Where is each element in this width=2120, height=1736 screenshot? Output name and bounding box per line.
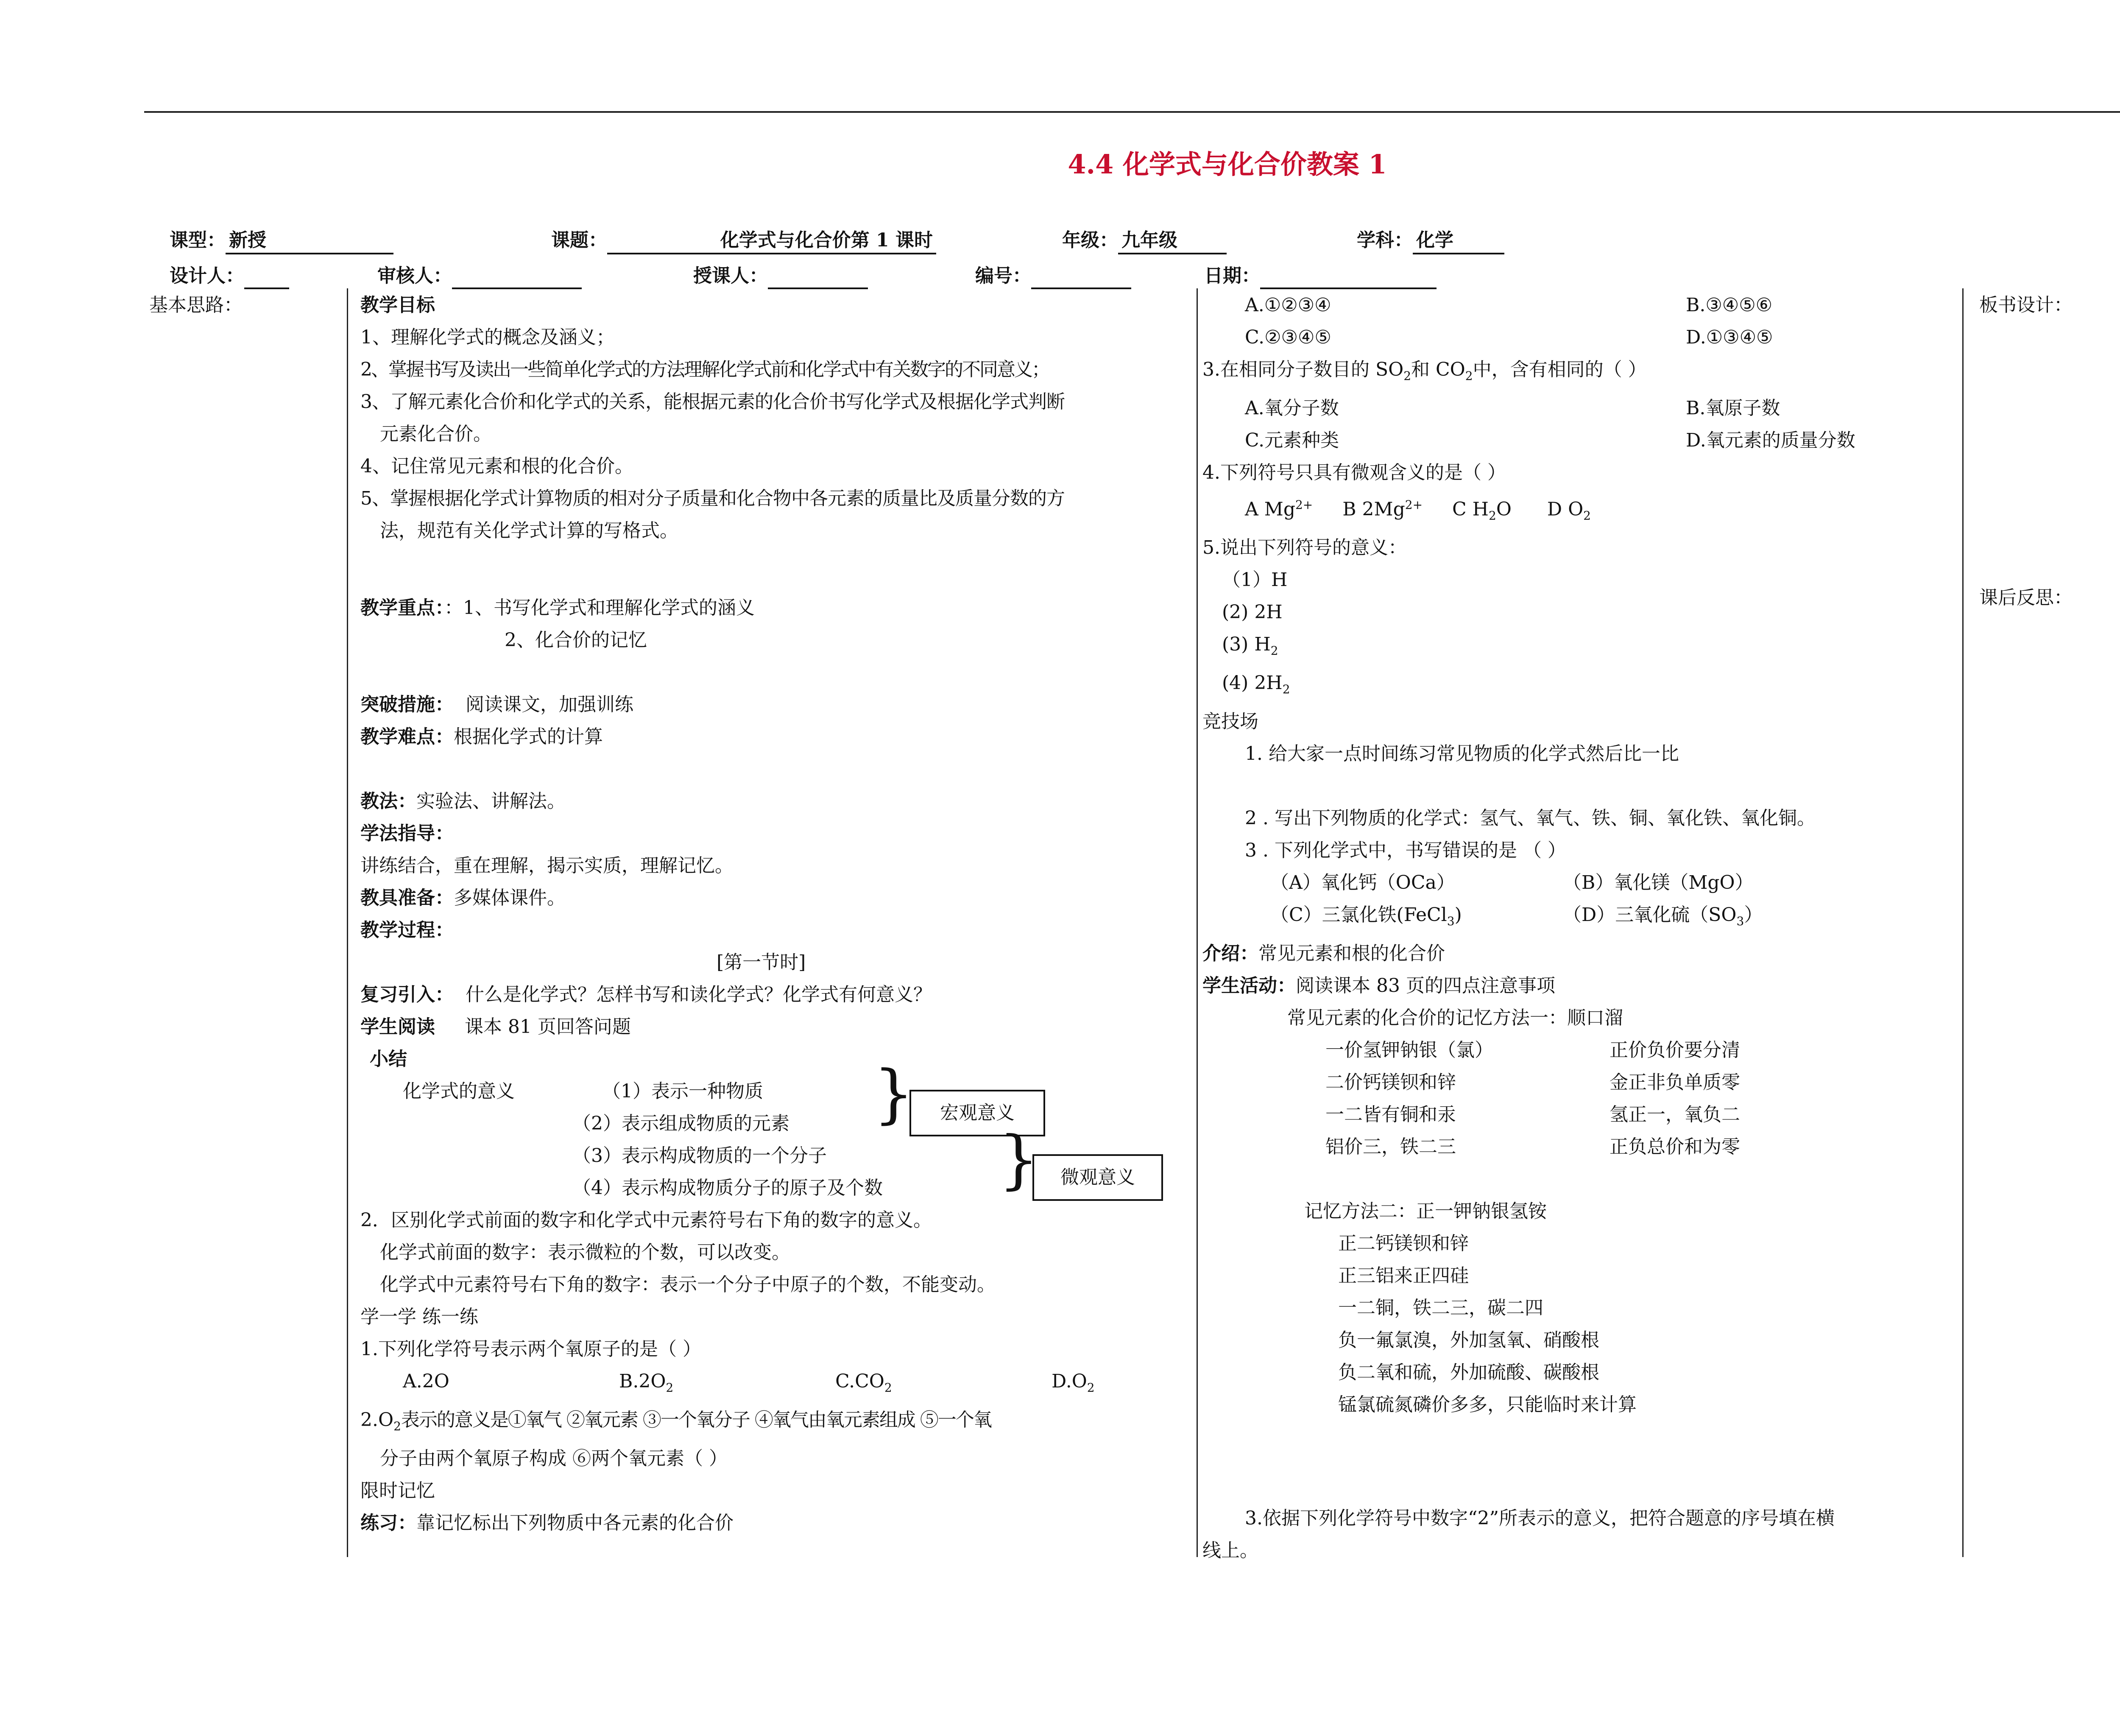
c3-option-d-sub: 3: [1736, 914, 1744, 928]
options-row-cd: [1202, 321, 1957, 354]
q3-option-b: B.氧原子数: [1686, 397, 1780, 419]
q5-item-1: （1）H: [1222, 569, 1288, 591]
q4-option-c-sub: 2: [1489, 508, 1496, 523]
last-question-b: 线上。: [1202, 1539, 1258, 1561]
meaning-row-1: [360, 1075, 1191, 1108]
goal-5b: 法，规范有关化学式计算的写格式。: [380, 520, 678, 541]
q4-option-c: C H: [1452, 498, 1489, 520]
review-text: 什么是化学式？怎样书写和读化学式？化学式有何意义？: [465, 984, 932, 1005]
goal-3b: 元素化合价。: [380, 423, 492, 445]
question-3: [1202, 354, 1957, 392]
designer-label: 设计人：: [170, 265, 244, 287]
spacer-3: [360, 656, 1191, 689]
c3-option-c: [1270, 899, 1563, 938]
meta-date: [1204, 260, 1437, 289]
reviewer-label: 审核人：: [377, 265, 452, 287]
goal-2: 2、掌握书写及读出一些简单化学式的方法理解化学式前和化学式中有关数字的不同意义；: [360, 359, 1049, 380]
memory-method-2: 记忆方法二：正一钾钠银氢铵: [1304, 1200, 1547, 1222]
option-a: A.①②③④: [1245, 294, 1331, 316]
key-points-row: [360, 592, 1191, 624]
q2-prefix: 2.O: [360, 1409, 394, 1431]
meaning-4: （4）表示构成物质分子的原子及个数: [572, 1177, 883, 1199]
question-5: 5.说出下列符号的意义：: [1202, 537, 1407, 559]
option-c: C.②③④⑤: [1245, 327, 1331, 348]
option-b: B.③④⑤⑥: [1686, 294, 1773, 316]
q4-option-b-sup: 2+: [1405, 497, 1423, 512]
subject-value: 化学: [1413, 225, 1504, 254]
study-text: 讲练结合，重在理解，揭示实质，理解记忆。: [360, 855, 734, 876]
rhyme-row-1: [1202, 1034, 1957, 1066]
summary-label: 小结: [370, 1048, 407, 1070]
q3-sub-1: 2: [1403, 368, 1411, 383]
q3-text-a: 3.在相同分子数目的 SO: [1202, 359, 1404, 380]
review-label: 复习引入：: [360, 984, 454, 1005]
tools-text: 多媒体课件。: [454, 887, 566, 909]
q1-option-c: [835, 1365, 1052, 1404]
rhyme-3b: 氢正一，氧负二: [1610, 1103, 1740, 1125]
intro-row: [1202, 938, 1957, 970]
meaning-2: （2）表示组成物质的元素: [572, 1113, 789, 1134]
meaning-1: （1）表示一种物质: [602, 1080, 763, 1102]
q3-option-a: A.氧分子数: [1245, 397, 1339, 419]
spacer-1: [360, 547, 1191, 579]
difficulty-row: [360, 721, 1191, 753]
spacer-r5: [1202, 1485, 1957, 1502]
q3-sub-2: 2: [1465, 368, 1473, 383]
activity-label: 学生活动：: [1202, 974, 1296, 996]
meta-designer: [170, 260, 289, 289]
q3-option-c: C.元素种类: [1245, 429, 1339, 451]
question-1-options: [360, 1365, 1191, 1404]
meta-topic: [551, 225, 936, 254]
c3-option-c-text: （C）三氯化铁(FeCl: [1270, 904, 1447, 926]
rhyme-2b: 金正非负单质零: [1610, 1071, 1740, 1093]
designer-value: [244, 265, 289, 289]
c3-options-ab: [1202, 867, 1957, 899]
rhyme-4a: 铝价三，铁二三: [1325, 1136, 1456, 1158]
q3-text-b: 和 CO: [1411, 359, 1465, 380]
q2-sub: 2: [393, 1419, 401, 1433]
section-label: [第一节时]: [717, 952, 806, 973]
study-label: 学法指导：: [360, 823, 454, 844]
exercise-text: 靠记忆标出下列物质中各元素的化合价: [416, 1512, 734, 1534]
rhyme-1b: 正价负价要分清: [1610, 1039, 1740, 1061]
column-divider-1: [347, 288, 348, 1557]
far-right-column: [1979, 289, 2073, 321]
q3-options-ab: [1202, 392, 1957, 424]
date-label: 日期：: [1204, 265, 1260, 287]
spacer-r3: [1202, 1421, 1957, 1453]
goals-heading: 教学目标: [360, 294, 435, 316]
method-label: 教法：: [360, 790, 416, 812]
contest-2: 2 . 写出下列物质的化学式：氢气、氧气、铁、铜、氧化铁、氧化铜。: [1245, 807, 1816, 829]
c3-option-a: （A）氧化钙（OCa）: [1270, 871, 1455, 893]
c3-option-d-text: （D）三氧化硫（SO: [1563, 904, 1737, 926]
board-design-label: 板书设计：: [1979, 294, 2073, 316]
exercise-label: 练习：: [360, 1512, 416, 1534]
meta-number: [975, 260, 1131, 289]
q5-item-4-sub: 2: [1282, 682, 1290, 696]
rhyme-row-2: [1202, 1066, 1957, 1099]
reflection-block: [1979, 582, 2073, 614]
micro-brace: }: [999, 1123, 1039, 1197]
q4-option-a-sup: 2+: [1295, 497, 1313, 512]
activity-row: [1202, 970, 1957, 1002]
point-2b: 化学式中元素符号右下角的数字：表示一个分子中原子的个数，不能变动。: [380, 1274, 996, 1295]
q3-options-cd: [1202, 424, 1957, 457]
c3-options-cd: [1202, 899, 1957, 938]
rhyme-1a: 一价氢钾钠银（氯）: [1325, 1039, 1493, 1061]
option-d: D.①③④⑤: [1686, 327, 1773, 348]
q4-option-a: A Mg: [1245, 498, 1295, 520]
c3-option-c-sub: 3: [1447, 914, 1455, 928]
key-label: 教学重点：: [360, 597, 444, 619]
macro-meaning-box: 宏观意义: [909, 1090, 1045, 1136]
meta-grade: [1062, 225, 1227, 254]
q5-item-3: [1202, 628, 1957, 667]
point-2: 2．区别化学式前面的数字和化学式中元素符号右下角的数字的意义。: [360, 1209, 932, 1231]
method-2-line-1: 正二钙镁钡和锌: [1338, 1232, 1469, 1254]
activity-text: 阅读课本 83 页的四点注意事项: [1296, 974, 1555, 996]
difficulty-text: 根据化学式的计算: [454, 726, 603, 748]
reading-text: 课本 81 页回答问题: [464, 1016, 631, 1038]
timed-memory-label: 限时记忆: [360, 1479, 435, 1502]
number-value: [1031, 265, 1131, 289]
meta-reviewer: [377, 260, 582, 289]
method-2-line-6: 锰氯硫氮磷价多多，只能临时来计算: [1338, 1393, 1637, 1415]
reading-label: 学生阅读: [360, 1016, 435, 1038]
tools-row: [360, 882, 1191, 914]
rhyme-3a: 一二皆有铜和汞: [1325, 1103, 1456, 1125]
q3-text-c: 中，含有相同的（ ）: [1473, 359, 1647, 380]
breakthrough-label: 突破措施：: [360, 694, 454, 715]
method-text: 实验法、讲解法。: [416, 790, 566, 812]
header-rule: [144, 111, 2120, 113]
q2-text-a: 表示的意义是①氧气 ②氧元素 ③一个氧分子 ④氧气由氧元素组成 ⑤一个氧: [401, 1409, 991, 1431]
macro-brace: }: [873, 1057, 914, 1131]
q5-item-3-sub: 2: [1270, 644, 1278, 658]
q1-option-d-text: D.O: [1052, 1370, 1087, 1392]
teacher-value: [768, 265, 868, 289]
review-row: [360, 979, 1191, 1011]
question-1: 1.下列化学符号表示两个氧原子的是（ ）: [360, 1338, 701, 1360]
difficulty-label: 教学难点：: [360, 726, 454, 748]
reviewer-value: [452, 265, 582, 289]
q1-option-b-sub: 2: [666, 1380, 674, 1395]
last-question-a: 3.依据下列化学符号中数字“2”所表示的意义，把符合题意的序号填在横: [1245, 1507, 1835, 1529]
intro-text: 常见元素和根的化合价: [1258, 942, 1445, 964]
meta-subject: [1357, 225, 1504, 254]
contest-heading: 竞技场: [1202, 710, 1258, 732]
meaning-3: （3）表示构成物质的一个分子: [572, 1145, 827, 1167]
q4-option-d: D O: [1547, 498, 1584, 520]
goal-3a: 3、了解元素化合价和化学式的关系，能根据元素的化合价书写化学式及根据化学式判断: [360, 391, 1065, 413]
reflection-label: 课后反思：: [1979, 587, 2073, 608]
contest-3: 3 . 下列化学式中，书写错误的是 （ ）: [1245, 839, 1566, 861]
spacer-2: [360, 579, 1191, 592]
breakthrough-row: [360, 689, 1191, 721]
c3-option-d-post: ）: [1744, 904, 1763, 926]
spacer-r4: [1202, 1453, 1957, 1485]
method-2-line-3: 一二铜，铁二三，碳二四: [1338, 1297, 1543, 1319]
column-divider-3: [1962, 288, 1964, 1557]
spacer-r2: [1202, 1163, 1957, 1195]
goal-4: 4、记住常见元素和根的化合价。: [360, 455, 633, 477]
course-type-label: 课型：: [170, 229, 226, 251]
grade-label: 年级：: [1062, 229, 1118, 251]
topic-value: 化学式与化合价第 1 课时: [607, 225, 936, 254]
rhyme-row-4: [1202, 1131, 1957, 1163]
page-title: 4.4 化学式与化合价教案 1: [1068, 149, 1387, 180]
left-column: [149, 289, 243, 321]
q3-option-d: D.氧元素的质量分数: [1686, 429, 1855, 451]
teacher-label: 授课人：: [693, 265, 768, 287]
question-2a: [360, 1404, 1191, 1443]
right-column: [1202, 289, 1957, 1567]
breakthrough-text: 阅读课文，加强训练: [465, 694, 633, 715]
rhyme-row-3: [1202, 1099, 1957, 1131]
q1-option-d-sub: 2: [1087, 1380, 1095, 1395]
question-2b: 分子由两个氧原子构成 ⑥两个氧元素（ ）: [380, 1447, 728, 1469]
key-2: 2、化合价的记忆: [505, 629, 647, 651]
q1-option-d: [1052, 1365, 1095, 1404]
intro-label: 介绍：: [1202, 942, 1258, 964]
spacer-r1: [1202, 770, 1957, 802]
method-2-line-5: 负二氧和硫，外加硫酸、碳酸根: [1338, 1361, 1599, 1383]
meaning-label: 化学式的意义: [403, 1080, 515, 1102]
q5-item-4-text: (4) 2H: [1222, 672, 1283, 694]
reading-row: [360, 1011, 1191, 1043]
q4-options: [1202, 489, 1957, 532]
key-1: ：1、书写化学式和理解化学式的涵义: [444, 597, 755, 619]
q5-item-2: (2) 2H: [1222, 601, 1283, 623]
q5-item-4: [1202, 667, 1957, 706]
memory-method-1: 常见元素的化合价的记忆方法一：顺口溜: [1287, 1007, 1623, 1029]
c3-option-d: [1563, 899, 1763, 938]
q1-option-c-sub: 2: [884, 1380, 892, 1395]
method-row: [360, 785, 1191, 818]
column-divider-2: [1197, 288, 1198, 1557]
options-row-ab: [1202, 289, 1957, 321]
tools-label: 教具准备：: [360, 887, 454, 909]
question-4: 4.下列符号只具有微观含义的是（ ）: [1202, 461, 1506, 483]
meta-teacher: [693, 260, 868, 289]
micro-meaning-box: 微观意义: [1032, 1154, 1163, 1201]
process-label: 教学过程：: [360, 919, 454, 941]
meta-course-type: [170, 225, 393, 254]
q4-option-b: B 2Mg: [1342, 498, 1405, 520]
q1-option-c-text: C.CO: [835, 1370, 884, 1392]
goal-1: 1、理解化学式的概念及涵义；: [360, 327, 615, 348]
c3-option-b: （B）氧化镁（MgO）: [1563, 871, 1754, 893]
subject-label: 学科：: [1357, 229, 1413, 251]
q1-option-b: [619, 1365, 835, 1404]
q4-option-d-sub: 2: [1583, 508, 1591, 523]
practice-heading: 学一学 练一练: [360, 1306, 478, 1328]
number-label: 编号：: [975, 265, 1031, 287]
q1-option-a: A.2O: [403, 1370, 449, 1392]
q5-item-3-text: (3) H: [1222, 634, 1271, 656]
date-value: [1260, 265, 1437, 289]
point-2a: 化学式前面的数字：表示微粒的个数，可以改变。: [380, 1242, 790, 1263]
grade-value: 九年级: [1118, 225, 1227, 254]
q1-option-b-text: B.2O: [619, 1370, 666, 1392]
basic-idea-label: 基本思路：: [149, 294, 243, 316]
middle-column: [360, 289, 1191, 1539]
exercise-row: [360, 1507, 1191, 1539]
topic-label: 课题：: [551, 229, 607, 251]
spacer-4: [360, 753, 1191, 785]
method-2-line-4: 负一氟氯溴，外加氢氧、硝酸根: [1338, 1329, 1599, 1351]
q4-option-c-post: O: [1496, 498, 1512, 520]
course-type-value: 新授: [226, 225, 393, 254]
method-2-line-2: 正三铝来正四硅: [1338, 1264, 1469, 1287]
rhyme-4b: 正负总价和为零: [1610, 1136, 1740, 1158]
goal-5a: 5、掌握根据化学式计算物质的相对分子质量和化合物中各元素的质量比及质量分数的方: [360, 488, 1065, 509]
rhyme-2a: 二价钙镁钡和锌: [1325, 1071, 1456, 1093]
contest-1: 1. 给大家一点时间练习常见物质的化学式然后比一比: [1245, 742, 1679, 765]
c3-option-c-post: ): [1454, 904, 1462, 926]
